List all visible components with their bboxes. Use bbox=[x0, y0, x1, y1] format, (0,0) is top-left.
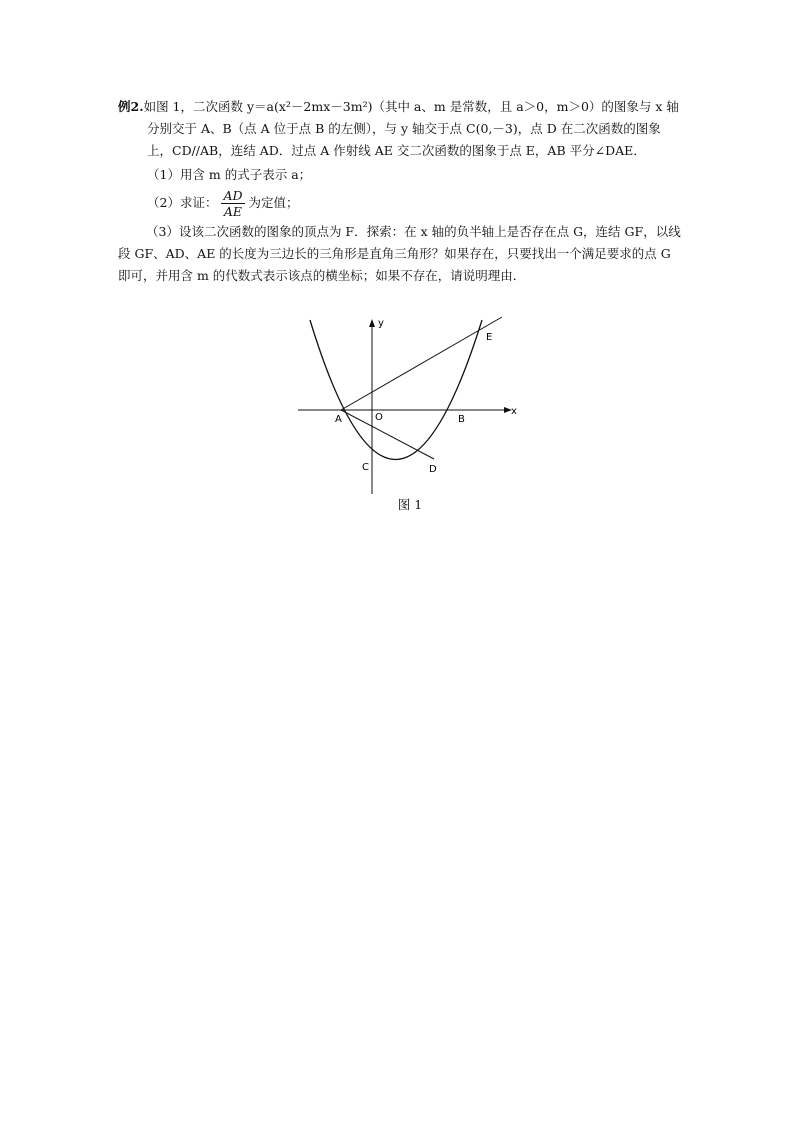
segment-ad bbox=[341, 410, 434, 459]
problem-block bbox=[118, 96, 683, 287]
label-point-c: C bbox=[362, 462, 369, 473]
label-point-b: B bbox=[458, 414, 465, 425]
label-point-e: E bbox=[486, 332, 493, 343]
label-point-a: A bbox=[335, 414, 342, 425]
problem-label: 例2. bbox=[118, 99, 144, 114]
label-x-axis: x bbox=[511, 406, 517, 417]
stem-text: 如图 1，二次函数 y＝a(x²－2mx－3m²)（其中 a、m 是常数，且 a＞0，m＞0）的图象与 x 轴分别交于 A、B（点 A 位于点 B 的左侧），与 y 轴交于点 C(0,－3)，点 D 在二次函数的图象上，CD//AB，连结 AD．过点 A 作射线 AE 交二次函数的图象于点 E，AB 平分∠DAE． bbox=[143, 99, 679, 158]
problem-stem bbox=[118, 96, 683, 162]
parabola-diagram bbox=[290, 314, 520, 514]
fraction-numerator: AD bbox=[223, 188, 243, 203]
question-3: （3）设该二次函数的图象的顶点为 F．探索：在 x 轴的负半轴上是否存在点 G，连结 GF，以线段 GF、AD、AE 的长度为三边长的三角形是直角三角形？如果存在，只要找出一个满足要求的点 G 即可，并用含 m 的代数式表示该点的横坐标；如果不存在，请说明理由． bbox=[118, 224, 681, 283]
question-1: （1）用含 m 的式子表示 a； bbox=[147, 167, 312, 182]
figure-caption: 图 1 bbox=[397, 497, 423, 512]
y-axis-arrow-icon bbox=[369, 319, 375, 327]
q2-prefix: （2）求证： bbox=[147, 195, 218, 210]
figure-1 bbox=[290, 314, 520, 514]
fraction-denominator: AE bbox=[223, 204, 243, 219]
ray-ae bbox=[341, 317, 502, 410]
question-2 bbox=[147, 188, 683, 219]
label-point-o: O bbox=[375, 412, 383, 423]
q2-suffix: 为定值； bbox=[248, 195, 299, 210]
label-y-axis: y bbox=[378, 318, 384, 329]
label-point-d: D bbox=[429, 464, 437, 475]
ratio-fraction bbox=[221, 188, 244, 219]
